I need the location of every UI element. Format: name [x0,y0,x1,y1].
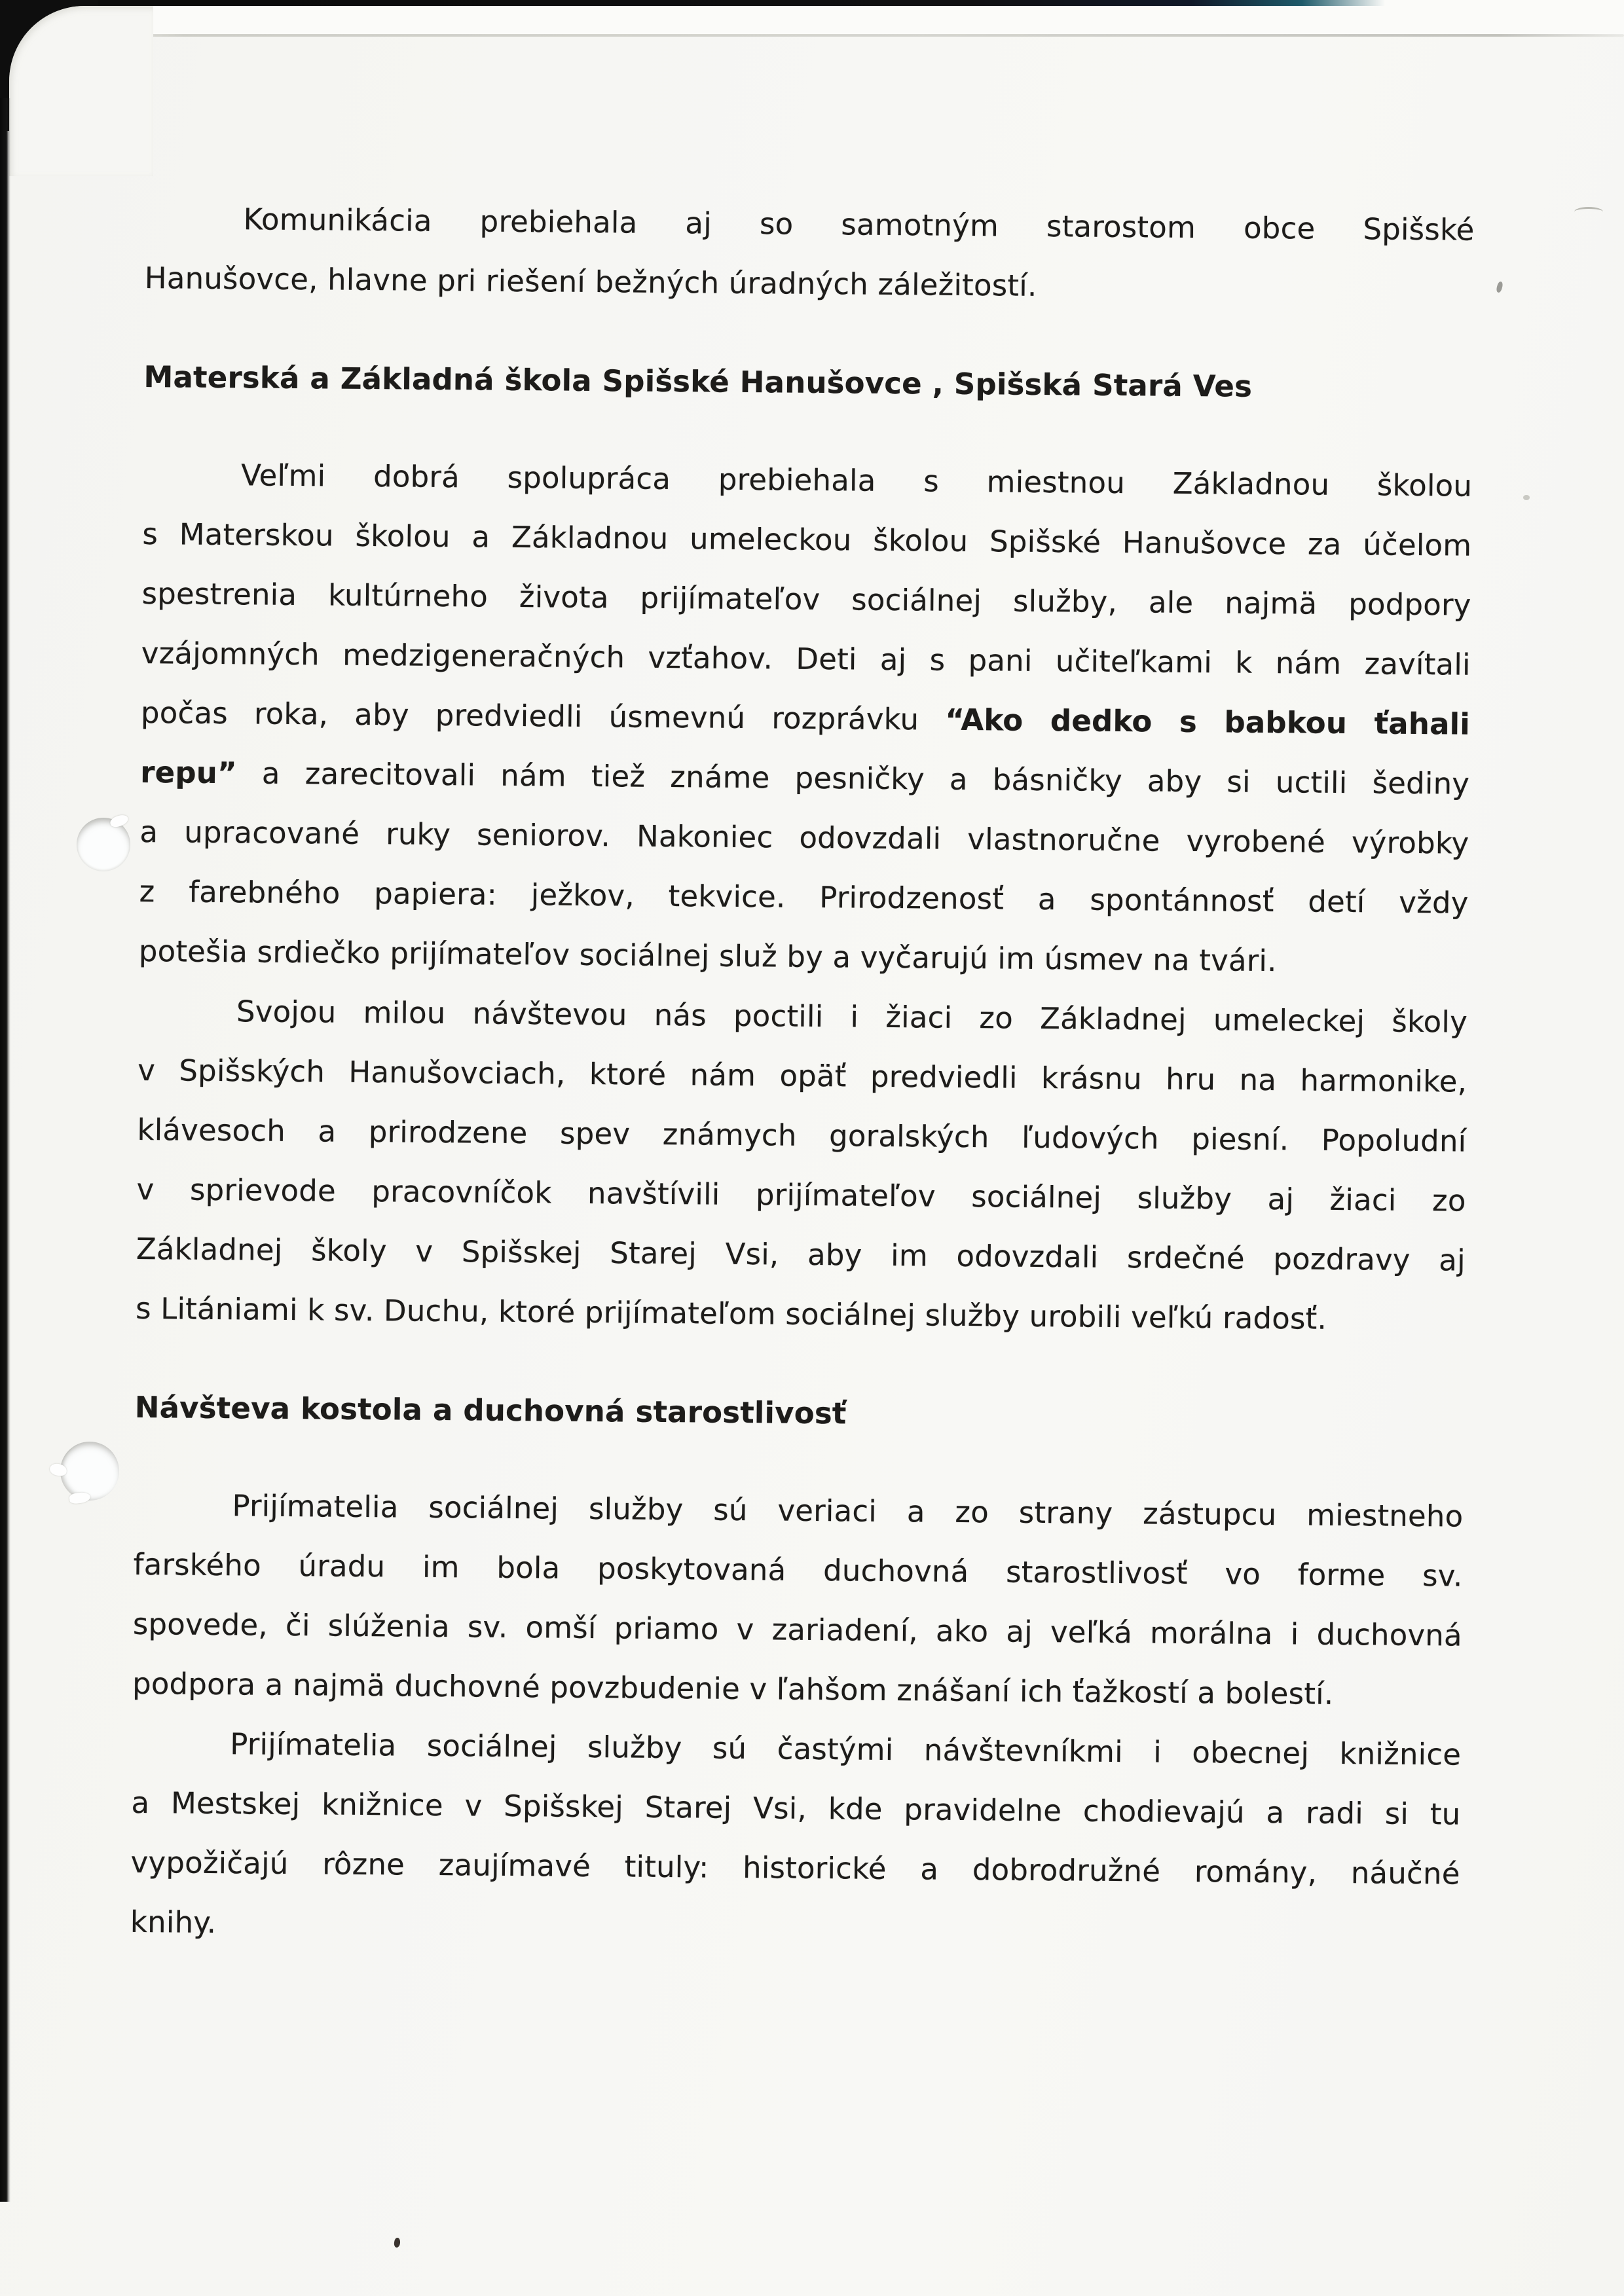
text-segment: spovede, či slúženia sv. omší priamo v zariadení, ako aj veľká morálna i duchovná [132,1606,1463,1653]
paragraph [130,1713,1461,1963]
text-segment: potešia srdiečko prijímateľov sociálnej služ by a vyčarujú im úsmev na tvári. [138,933,1277,979]
text-line [136,1279,1466,1350]
text-line [145,189,1475,260]
text-line [140,742,1470,814]
paragraph [138,445,1472,993]
text-line [139,802,1469,873]
scan-speck [394,2237,401,2248]
text-line [130,1832,1460,1904]
paragraph [136,981,1468,1350]
text-line [138,1040,1467,1112]
text-segment: farského úradu im bola poskytovaná duchovná starostlivosť vo forme sv. [133,1546,1463,1594]
text-segment: Veľmi dobrá spolupráca prebiehala s miestnou Základnou školou [240,458,1473,503]
text-line [141,623,1471,695]
scanner-edge-left [0,98,10,2202]
text-line [136,1159,1466,1231]
text-line [132,1713,1462,1785]
paragraph [132,1475,1464,1725]
text-line [143,445,1473,516]
text-line [131,1773,1461,1844]
text-line [141,564,1471,635]
text-segment: v sprievode pracovníčok navštívili prijímateľov sociálnej služby aj žiaci zo [136,1171,1466,1218]
text-line [134,1475,1464,1546]
bold-text-segment: “Ako dedko s babkou ťahali [945,702,1471,742]
text-line [136,1219,1466,1290]
text-segment: a Mestskej knižnice v Spišskej Starej Vsi, kde pravidelne chodievajú a radi si tu [131,1785,1461,1832]
section-heading: Materská a Základná škola Spišské Hanušovce , Spišská Stará Ves [143,359,1253,404]
bold-text-segment: repu” [139,754,237,791]
text-segment: Základnej školy v Spišskej Starej Vsi, aby im odovzdali srdečné pozdravy aj [136,1231,1466,1278]
text-line [137,1100,1467,1171]
text-line [132,1594,1462,1666]
paper-tear [109,814,129,828]
text-segment: Prijímatelia sociálnej služby sú veriaci a zo strany zástupcu miestneho [232,1488,1464,1534]
text-segment: a zarecitovali nám tiež známe pesničky a básničky aby si uctili šediny [236,756,1470,801]
punch-hole-bottom [60,1442,119,1501]
text-line [138,921,1468,993]
text-segment: a upracované ruky seniorov. Nakoniec odovzdali vlastnoručne vyrobené výrobky [139,814,1469,861]
text-line [141,683,1471,754]
text-line [130,1892,1460,1963]
text-segment: knihy. [130,1904,217,1941]
text-line [139,862,1469,933]
text-segment: Prijímatelia sociálnej služby sú častými návštevníkmi i obecnej knižnice [230,1726,1462,1772]
text-line [144,248,1474,319]
text-segment: Svojou milou návštevou nás poctili i žiaci zo Základnej umeleckej školy [236,994,1468,1040]
text-segment: Komunikácia prebiehala aj so samotným starostom obce Spišské [243,202,1475,247]
text-line [142,504,1472,575]
scan-speck [1574,207,1603,217]
punch-hole-top [77,818,130,871]
scan-speck [1523,495,1530,500]
scan-speck [1496,281,1504,293]
text-segment: podpora a najmä duchovné povzbudenie v ľahšom znášaní ich ťažkostí a bolestí. [132,1666,1334,1711]
text-segment: počas roka, aby predviedli úsmevnú rozprávku [140,695,946,737]
text-segment: s Materskou školou a Základnou umeleckou školou Spišské Hanušovce za účelom [142,516,1472,563]
document-text [130,189,1474,1963]
text-line [138,981,1468,1052]
text-segment: v Spišských Hanušovciach, ktoré nám opäť predviedli krásnu hru na harmonike, [138,1052,1467,1099]
text-segment: klávesoch a prirodzene spev známych goralských ľudových piesní. Popoludní [137,1112,1467,1159]
text-segment: vzájomných medzigeneračných vzťahov. Deti aj s pani učiteľkami k nám zavítali [141,635,1471,682]
section-heading: Návšteva kostola a duchovná starostlivosť [134,1389,847,1431]
scanner-edge-top [0,0,1385,6]
text-segment: s Litániami k sv. Duchu, ktoré prijímateľom sociálnej služby urobili veľkú radosť. [135,1290,1327,1336]
page-rounded-corner [9,6,153,176]
text-segment: spestrenia kultúrneho života prijímateľov sociálnej služby, ale najmä podpory [141,575,1471,623]
text-line [133,1535,1463,1606]
text-line [132,1654,1462,1725]
page-top-edge-line [59,34,1624,37]
text-segment: Hanušovce, hlavne pri riešení bežných úradných záležitostí. [144,260,1037,303]
paragraph [144,189,1475,319]
paper-tear [69,1491,90,1504]
text-segment: z farebného papiera: ježkov, tekvice. Prirodzenosť a spontánnosť detí vždy [139,873,1469,920]
text-segment: vypožičajú rôzne zaujímavé tituly: historické a dobrodružné romány, náučné [130,1844,1460,1891]
